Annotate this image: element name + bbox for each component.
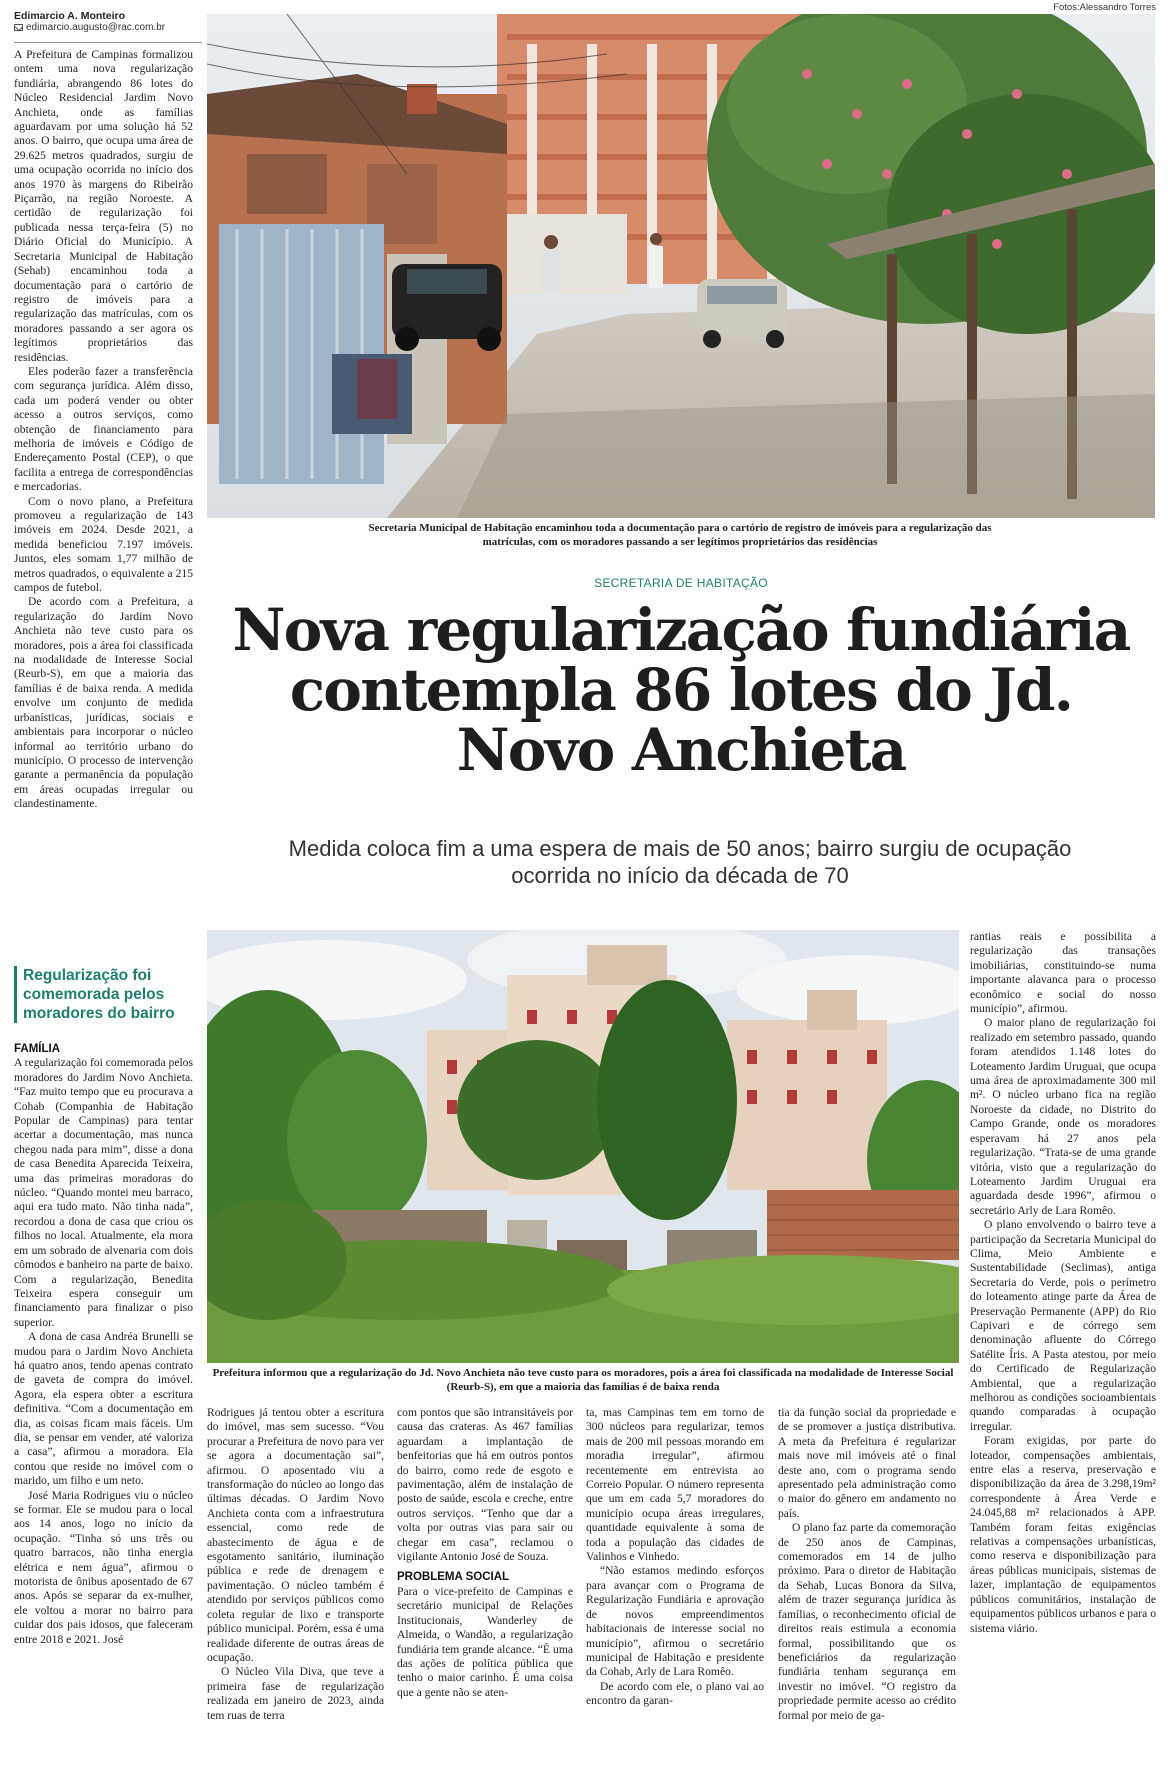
photo-credit: Fotos:Alessandro Torres — [1053, 2, 1156, 13]
paragraph: Foram exigidas, por parte do loteador, compensações ambientais, entre elas a reserva, preservação e disponibilização da área de 3.298,19m² correspondente à Área Verde e 24.045,88 m² relacionados à APP. Também foram feitas exigências relativas a compensações urbanísticas, como reserva e disponibilização para áreas públicas municipais, sistemas de lazer, implantação de equipamentos públicos comunitários, instalação de equipamentos públicos urbanos e para o sistema viário. — [970, 1434, 1156, 1635]
bottom-photo-neighborhood — [207, 930, 959, 1363]
dek: Medida coloca fim a uma espera de mais de 50 anos; bairro surgiu de ocupação ocorrida no início da década de 70 — [288, 836, 1072, 888]
author-email-text: edimarcio.augusto@rac.com.br — [26, 22, 166, 33]
paragraph: tia da função social da propriedade e de se promover a justiça distributiva. A meta da Prefeitura é regularizar mais nove mil imóveis até o final deste ano, com o programa sendo apresentado pela administração como o maior do gênero em andamento no país. — [778, 1406, 956, 1520]
author-email[interactable] — [14, 22, 204, 33]
paragraph: A regularização foi comemorada pelos moradores do Jardim Novo Anchieta. “Faz muito tempo que eu procurava a Cohab (Companhia de Habitação Popular de Campinas) para tentar acertar a documentação, mas nunca chegou nada para mim”, disse a dona de casa Benedita Aparecida Teixeira, uma das primeiras moradoras do núcleo. “Quando montei meu barraco, aqui era tudo mato. Não tinha nada”, recordou a dona de casa que criou os filhos no local. Atualmente, ela mora em um sobrado de alvenaria com dois cômodos e banheiro na parte de baixo. Com a regularização, Benedita Teixeira espera conseguir um financiamento para finalizar o piso superior. — [14, 1056, 193, 1329]
article-column-6 — [970, 930, 1156, 1788]
subhead-problema-social: PROBLEMA SOCIAL — [397, 1571, 510, 1584]
paragraph: rantias reais e possibilita a regularização das transações imobiliárias, constituindo-se numa importante alavanca para o processo econômico e social do nosso município”, afirmou. — [970, 930, 1156, 1016]
article-column-4 — [586, 1406, 764, 1788]
neighborhood-illustration — [207, 930, 959, 1363]
article-column-5 — [778, 1406, 956, 1788]
paragraph: O maior plano de regularização foi realizado em setembro passado, quando foram atendidos 1.148 lotes do Loteamento Jardim Uruguai, que ocupa uma área de aproximadamente 300 mil m². O núcleo urbano fica na região Noroeste da cidade, no Distrito do Campo Grande, onde os moradores esperavam há 27 anos pela regularização. “Trata-se de uma grande vitória, visto que a regularização do Loteamento Jardim Uruguai era aguardada desde 1996”, afirmou o secretário Arly de Lara Romêo. — [970, 1016, 1156, 1217]
section-heading: Regularização foi comemorada pelos moradores do bairro — [14, 966, 194, 1023]
subhead-familia: FAMÍLIA — [14, 1043, 60, 1055]
paragraph: Para o vice-prefeito de Campinas e secretário municipal de Relações Institucionais, Wanderley de Almeida, o Wandão, a regularização fundiária tem grande alcance. “É uma das ações de política pública que tenho o maior carinho. É uma coisa que a gente não se aten- — [397, 1584, 573, 1699]
byline — [14, 10, 204, 33]
paragraph: Eles poderão fazer a transferência com segurança jurídica. Além disso, cada um poderá vender ou obter acesso a outros serviços, como obtenção de financiamento para melhoria de imóveis e Código de Endereçamento Postal (CEP), o que facilita a entrega de correspondências e mercadorias. — [14, 364, 193, 494]
paragraph: com pontos que são intransitáveis por causa das crateras. As 467 famílias aguardam a implantação de benfeitorias que há em outros pontos do bairro, como rede de esgoto e pavimentação, além de instalação de posto de saúde, escola e creche, entre outros serviços. “Tenho que dar a volta por outras vias para sair ou chegar em casa”, reclamou o vigilante Antonio José de Souza. — [397, 1406, 573, 1564]
kicker: SECRETARIA DE HABITAÇÃO — [594, 576, 768, 590]
article-column-1b — [14, 1040, 193, 1788]
paragraph: O plano faz parte da comemoração de 250 anos de Campinas, comemorados em 14 de julho próximo. Para o diretor de Habitação da Sehab, Lucas Bonora da Silva, além de trazer segurança jurídica às famílias, o reconhecimento oficial de direitos reais estimula a economia formal, possibilitando que os beneficiários da regularização fundiária tenham segurança em investir no imóvel. “O registro da propriedade permite acesso ao crédito formal por meio de ga- — [778, 1521, 956, 1722]
paragraph: O plano envolvendo o bairro teve a participação da Secretaria Municipal do Clima, Meio Ambiente e Sustentabilidade (Seclimas), antiga Secretaria do Verde, pois o perímetro do loteamento atinge parte da Área de Preservação Permanente (APP) do Rio Capivari e de córrego sem denominação afluente do Córrego Satélite Íris. A Pasta atestou, por meio do Certificado de Regularização Ambiental, que a regularização melhorou as condições socioambientais quando comparadas à ocupação irregular. — [970, 1218, 1156, 1433]
email-icon — [14, 24, 23, 31]
article-column-3 — [397, 1406, 573, 1788]
street-scene-illustration — [207, 14, 1155, 518]
paragraph: Rodrigues já tentou obter a escritura do imóvel, mas sem sucesso. “Vou procurar a Prefeitura de novo para ver se agora a documentação sai”, afirmou. O aposentado viu a transformação do núcleo ao longo das últimas décadas. O Jardim Novo Anchieta conta com a infraestrutura essencial, como rede de abastecimento de água e de esgotamento sanitário, iluminação pública e rede de drenagem e pavimentação. O núcleo também é atendido por serviços públicos como coleta regular de lixo e transporte público municipal. Porém, essa é uma realidade diferente de outras áreas de ocupação. — [207, 1406, 384, 1664]
article-column-1 — [14, 48, 193, 940]
paragraph: José Maria Rodrigues viu o núcleo se formar. Ele se mudou para o local aos 14 anos, logo no início da ocupação. “Tinha só uns três ou quatro barracos, não tinha energia elétrica e nem água”, afirmou o motorista de ônibus aposentado de 67 anos. Após se separar da ex-mulher, ele voltou a morar no bairro para cuidar dos pais idosos, que faleceram entre 2018 e 2021. José — [14, 1488, 193, 1646]
paragraph: A dona de casa Andréa Brunelli se mudou para o Jardim Novo Anchieta há quatro anos, tendo apenas contrato de gaveta de compra do imóvel. Agora, ela espera obter a escritura definitiva. “Com a documentação em dia, as coisas ficam mais fáceis. Um dia, se pensar em vender, até valoriza a casa”, afirmou a moradora. Ela contou que reside no imóvel com o marido, um filho e um neto. — [14, 1330, 193, 1488]
paragraph: ta, mas Campinas tem em torno de 300 núcleos para regularizar, temos mais de 200 mil pessoas morando em moradia irregular”, afirmou recentemente em entrevista ao Correio Popular. O número representa que um em cada 5,7 moradores do município ocupa áreas irregulares, quantidade equivalente à soma de toda a população das cidades de Valinhos e Vinhedo. — [586, 1406, 764, 1564]
headline: Nova regularização fundiária contempla 86 lotes do Jd. Novo Anchieta — [232, 596, 1130, 784]
paragraph: “Não estamos medindo esforços para avançar com o Programa de Regularização Fundiária e aprovação de novos empreendimentos habitacionais de interesse social no município”, afirmou o secretário municipal de Habitação e presidente da Cohab, Arly de Lara Romêo. — [586, 1564, 764, 1679]
paragraph: Com o novo plano, a Prefeitura promoveu a regularização de 143 imóveis em 2024. Desde 2021, a medida beneficiou 7.197 imóveis. Juntos, eles somam 1,77 milhão de metros quadrados, o equivalente a 215 campos de futebol. — [14, 494, 193, 595]
caption-bottom: Prefeitura informou que a regularização do Jd. Novo Anchieta não teve custo para os moradores, pois a área foi classificada na modalidade de Interesse Social (Reurb-S), em que a maioria das famílias é de baixa renda — [212, 1367, 954, 1393]
byline-rule — [14, 42, 202, 43]
paragraph: A Prefeitura de Campinas formalizou ontem uma nova regularização fundiária, abrangendo 86 lotes do Núcleo Residencial Jardim Novo Anchieta, onde as famílias aguardavam por uma solução há 52 anos. O bairro, que ocupa uma área de 29.625 metros quadrados, surgiu de uma ocupação ocorrida no início dos anos 1970 às margens do Ribeirão Piçarrão, na região Noroeste. A certidão de regularização foi publicada nessa terça-feira (5) no Diário Oficial do Município. A Secretaria Municipal de Habitação (Sehab) encaminhou toda a documentação para o cartório de registro de imóveis para a regularização das matrículas, com os moradores passando a ser agora os legítimos proprietários das residências. — [14, 48, 193, 364]
top-photo-street — [207, 14, 1155, 518]
paragraph: O Núcleo Vila Diva, que teve a primeira fase de regularização realizada em janeiro de 2023, ainda tem ruas de terra — [207, 1665, 384, 1722]
paragraph: De acordo com a Prefeitura, a regularização do Jardim Novo Anchieta não teve custo para os moradores, pois a área foi classificada na modalidade de Interesse Social (Reurb-S), em que a maioria das famílias é de baixa renda. A medida envolve um conjunto de medida urbanísticas, jurídicas, sociais e ambientais para incorporar o núcleo informal ao território urbano do município. O processo de intervenção garante a permanência da população em áreas ocupadas irregular ou clandestinamente. — [14, 595, 193, 811]
caption-top: Secretaria Municipal de Habitação encaminhou toda a documentação para o cartório de registro de imóveis para a regularização das matrículas, com os moradores passando a ser legítimos proprietários das residências — [368, 522, 992, 548]
article-column-2 — [207, 1406, 384, 1788]
author-name: Edimarcio A. Monteiro — [14, 10, 126, 22]
paragraph: De acordo com ele, o plano vai ao encontro da garan- — [586, 1679, 764, 1708]
